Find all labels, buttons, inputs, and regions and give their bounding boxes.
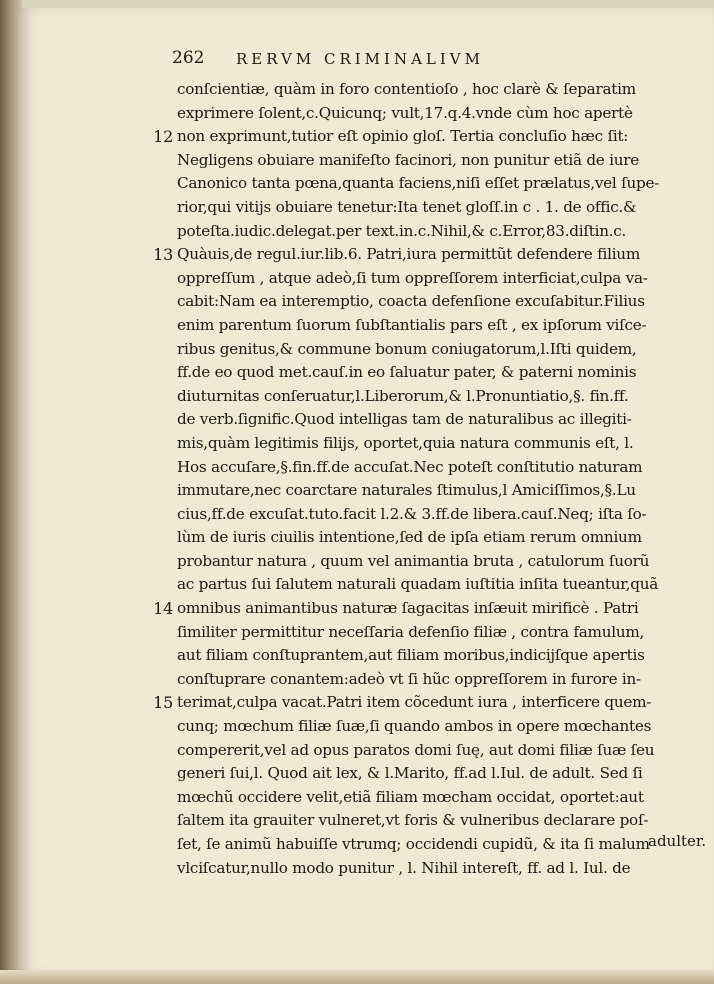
text-line [153,597,714,621]
marginal-number: 12 [153,127,173,147]
text-line [177,220,714,244]
body-text [153,78,714,880]
text-line [177,503,714,527]
text-line [177,550,714,574]
line-text: mis,quàm legitimis filijs, oportet,quia natura communis eſt, l. [177,433,634,452]
running-title: RERVM CRIMINALIVM [236,50,484,68]
text-line [177,668,714,692]
line-text: generi ſui,l. Quod ait lex, & l.Marito, ff.ad l.Iul. de adult. Sed ſi [177,764,643,783]
text-line [177,432,714,456]
line-text: ribus genitus,& commune bonum coniugatorum,l.Iſti quidem, [177,339,637,358]
marginal-number: 14 [153,599,173,619]
line-text: probantur natura , quum vel animantia bruta , catulorum ſuorũ [177,551,650,570]
line-text: ff.de eo quod met.cauſ.in eo ſaluatur pater, & paterni nominis [177,363,637,382]
text-line [177,621,714,645]
marginal-number: 15 [153,693,173,713]
text-line [153,243,714,267]
line-text: ac partus ſui ſalutem naturali quadam iuſtitia inſita tueantur,quã [177,575,659,594]
line-text: immutare,nec coarctare naturales ſtimulus,l Amiciſſimos,§.Lu [177,481,636,500]
text-line [177,715,714,739]
text-line [177,644,714,668]
text-line [177,573,714,597]
line-text: ſimiliter permittitur neceſſaria defenſio filiæ , contra famulum, [177,622,645,641]
line-text: non exprimunt,tutior eſt opinio gloſ. Tertia concluſio hæc ſit: [177,127,629,146]
line-text: omnibus animantibus naturæ ſagacitas inſæuit mirificè . Patri [177,599,639,618]
text-line [177,762,714,786]
text-line [177,479,714,503]
line-text: Hos accuſare,§.fin.ff.de accuſat.Nec poteſt conſtitutio naturam [177,457,643,476]
text-line [177,78,714,102]
text-line [177,149,714,173]
text-line [177,314,714,338]
line-text: de verb.ſignific.Quod intelligas tam de naturalibus ac illegiti- [177,410,632,429]
line-text: Canonico tanta pœna,quanta faciens,niſi eſſet prælatus,vel ſupe- [177,174,660,193]
line-text: conſtuprare conantem:adeò vt ſi hũc oppreſſorem in furore in- [177,669,641,688]
line-text: Quàuis,de regul.iur.lib.6. Patri,iura permittũt defendere filium [177,245,640,264]
line-text: vlciſcatur,nullo modo punitur , l. Nihil intereſt, ff. ad l. Iul. de [177,858,631,877]
line-text: conſcientiæ, quàm in foro contentioſo , hoc clarè & ſeparatim [177,80,636,98]
text-line [177,739,714,763]
text-line [177,172,714,196]
line-text: poteſta.iudic.delegat.per text.in.c.Nihil,& c.Error,83.diſtin.c. [177,221,627,240]
page-number: 262 [172,48,205,68]
line-text: cabit:Nam ea interemptio, coacta defenſione excuſabitur.Filius [177,292,645,311]
marginal-number: 13 [153,245,173,265]
line-text: diuturnitas conſeruatur,l.Liberorum,& l.Pronuntiatio,§. fin.ff. [177,386,629,405]
text-line [177,338,714,362]
text-line [177,267,714,291]
line-text: mœchũ occidere velit,etiã filiam mœcham occidat, oportet:aut [177,787,644,806]
line-text: compererit,vel ad opus paratos domi ſuę, aut domi filiæ ſuæ ſeu [177,740,655,759]
text-line [177,526,714,550]
line-text: oppreſſum , atque adeò,ſi tum oppreſſorem interficiat,culpa va- [177,268,648,287]
text-line [177,361,714,385]
line-text: rior,qui vitijs obuiare tenetur:Ita tenet gloſſ.in c . 1. de offic.& [177,197,637,216]
line-text: enim parentum ſuorum ſubſtantialis pars eſt , ex ipſorum viſce- [177,315,647,334]
text-line [177,809,714,833]
text-line [177,408,714,432]
line-text: cius,ff.de excuſat.tuto.facit l.2.& 3.ff.de libera.cauſ.Neq; iſta ſo- [177,504,647,523]
line-text: lùm de iuris ciuilis intentione,ſed de ipſa etiam rerum omnium [177,528,642,547]
catchword: adulter. [648,832,707,850]
text-line [153,125,714,149]
text-line [177,456,714,480]
line-text: ſaltem ita grauiter vulneret,vt foris & vulneribus declarare poſ- [177,811,649,830]
text-line [177,833,714,857]
page-header [172,48,642,70]
line-text: cunq; mœchum filiæ ſuæ,ſi quando ambos in opere mœchantes [177,717,652,736]
line-text: ſet, ſe animũ habuiſſe vtrumq; occidendi cupidũ, & ita ſi malum [177,835,650,853]
text-line [177,786,714,810]
line-text: terimat,culpa vacat.Patri item cõcedunt iura , interficere quem- [177,693,652,712]
line-text: aut filiam conſtuprantem,aut filiam moribus,indicijſque apertis [177,646,645,665]
text-line [177,290,714,314]
page-bottom-edge [0,970,714,984]
text-line [177,385,714,409]
text-line [177,102,714,126]
line-text: exprimere ſolent,c.Quicunq; vult,17.q.4.vnde cùm hoc apertè [177,103,633,122]
text-line [177,857,714,881]
text-line [177,196,714,220]
line-text: Negligens obuiare manifeſto facinori, non punitur etiã de iure [177,150,640,169]
text-line [153,691,714,715]
